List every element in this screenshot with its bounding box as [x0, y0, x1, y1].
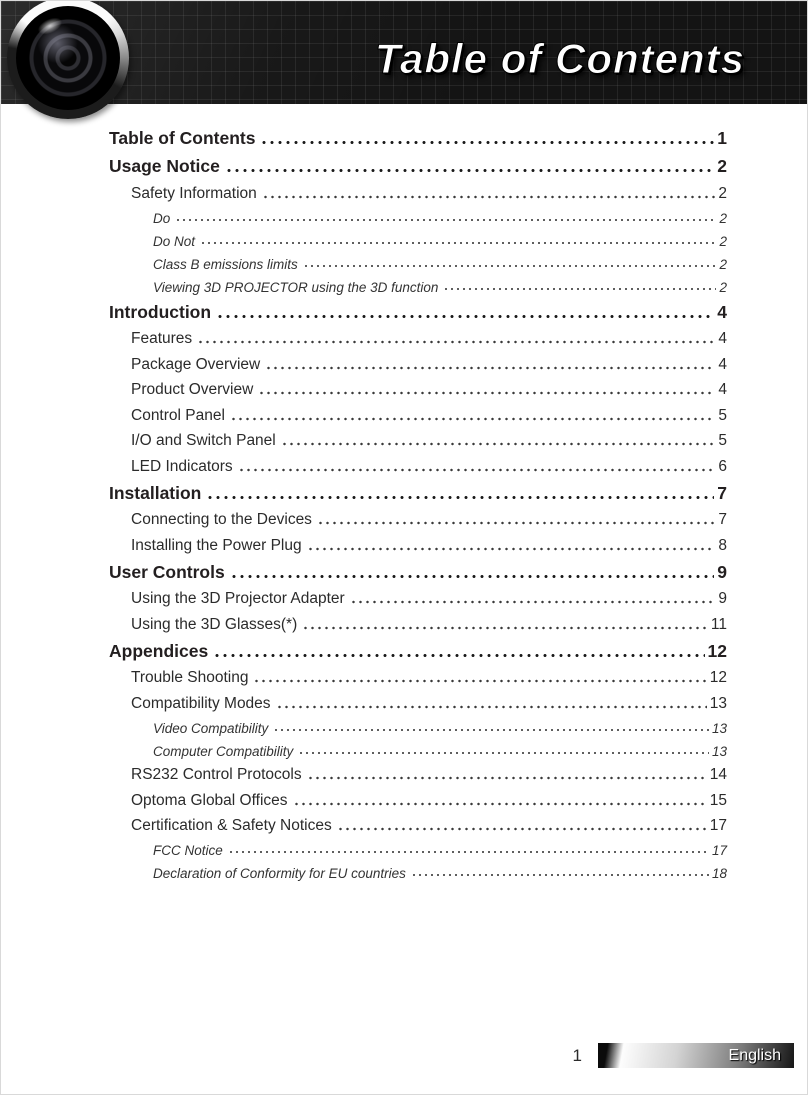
toc-entry	[109, 555, 727, 583]
toc-entry	[131, 608, 727, 634]
toc-leader-dots	[228, 850, 709, 854]
toc-entry-label: Video Compatibility	[153, 720, 269, 736]
toc-entry-page: 2	[719, 256, 727, 272]
toc-leader-dots	[213, 653, 704, 658]
toc-entry	[153, 272, 727, 295]
toc-entry-page: 2	[719, 210, 727, 226]
toc-entry-page: 13	[711, 720, 727, 736]
toc-leader-dots	[302, 626, 708, 630]
toc-leader-dots	[216, 314, 714, 319]
toc-leader-dots	[273, 728, 709, 732]
toc-entry	[153, 835, 727, 858]
toc-leader-dots	[298, 751, 709, 755]
toc-entry-page: 7	[718, 511, 727, 528]
toc-entry-label: Using the 3D Projector Adapter	[131, 590, 345, 607]
toc-leader-dots	[265, 366, 715, 370]
toc-entry-label: RS232 Control Protocols	[131, 766, 302, 783]
toc-entry	[131, 374, 727, 400]
toc-leader-dots	[197, 340, 715, 344]
toc-entry-label: Do	[153, 210, 171, 226]
toc-entry-page: 13	[711, 743, 727, 759]
toc-leader-dots	[443, 287, 716, 291]
toc-entry	[131, 177, 727, 203]
toc-entry-page: 6	[718, 457, 727, 475]
toc-entry-label: I/O and Switch Panel	[131, 432, 276, 449]
toc-entry-label: Compatibility Modes	[131, 694, 271, 712]
toc-entry-label: FCC Notice	[153, 843, 223, 858]
toc-entry-page: 15	[709, 791, 727, 809]
toc-entry-label: Viewing 3D PROJECTOR using the 3D function	[153, 279, 439, 295]
toc-entry	[131, 529, 727, 555]
toc-entry-page: 2	[717, 156, 727, 176]
toc-leader-dots	[260, 140, 714, 145]
toc-entry-page: 8	[718, 536, 727, 554]
toc-entry	[153, 858, 727, 881]
toc-entry	[131, 810, 727, 836]
language-badge	[598, 1043, 794, 1068]
toc-leader-dots	[350, 600, 716, 604]
toc-entry	[153, 203, 727, 226]
toc-entry-page: 4	[718, 355, 727, 373]
toc-entry	[153, 736, 727, 759]
toc-entry-label: Usage Notice	[109, 156, 220, 176]
toc-entry	[131, 323, 727, 349]
toc-entry-page: 5	[718, 432, 727, 449]
toc-entry-label: Product Overview	[131, 381, 254, 398]
toc-entry-page: 9	[718, 590, 727, 607]
toc-entry-page: 4	[718, 330, 727, 347]
toc-entry-page: 13	[709, 694, 727, 712]
toc-entry-page: 2	[718, 184, 727, 202]
toc-entry-label: Safety Information	[131, 184, 257, 202]
toc-leader-dots	[175, 218, 716, 222]
toc-entry-page: 1	[717, 128, 727, 148]
toc-entry-label: Do Not	[153, 233, 196, 249]
toc-entry-page: 12	[709, 669, 727, 686]
toc-entry-label: Package Overview	[131, 355, 261, 373]
toc-leader-dots	[293, 802, 707, 806]
toc-entry-label: Appendices	[109, 640, 209, 661]
toc-entry	[109, 121, 727, 149]
toc-entry-label: Declaration of Conformity for EU countries	[153, 866, 406, 881]
toc-entry	[131, 759, 727, 785]
toc-entry	[153, 713, 727, 736]
toc-entry-page: 14	[709, 766, 727, 783]
toc-leader-dots	[411, 873, 709, 877]
toc-list	[1, 104, 807, 881]
toc-entry	[131, 784, 727, 810]
toc-leader-dots	[253, 679, 706, 683]
toc-entry	[109, 476, 727, 504]
toc-entry	[131, 583, 727, 609]
toc-entry-page: 17	[711, 843, 727, 858]
toc-entry-page: 9	[717, 561, 727, 582]
toc-entry	[131, 662, 727, 688]
toc-leader-dots	[337, 827, 707, 831]
toc-entry-page: 18	[711, 866, 727, 881]
toc-entry-page: 11	[710, 615, 727, 633]
toc-entry	[131, 348, 727, 374]
toc-leader-dots	[262, 195, 716, 199]
toc-entry	[131, 504, 727, 530]
toc-entry-page: 4	[718, 381, 727, 398]
toc-entry	[131, 687, 727, 713]
toc-entry-label: Computer Compatibility	[153, 743, 294, 759]
toc-entry	[109, 295, 727, 323]
toc-entry-label: User Controls	[109, 561, 225, 582]
toc-entry	[109, 149, 727, 177]
toc-entry-label: Introduction	[109, 301, 212, 322]
toc-leader-dots	[230, 574, 715, 579]
toc-entry-label: Connecting to the Devices	[131, 511, 312, 528]
toc-entry-label: Installation	[109, 482, 202, 503]
toc-entry-label: Trouble Shooting	[131, 669, 249, 686]
toc-leader-dots	[206, 495, 714, 500]
toc-leader-dots	[317, 521, 715, 525]
toc-entry-label: Features	[131, 330, 193, 347]
toc-entry	[153, 226, 727, 249]
toc-entry-label: Optoma Global Offices	[131, 791, 288, 809]
toc-leader-dots	[303, 264, 717, 268]
toc-entry-label: Control Panel	[131, 406, 225, 424]
toc-leader-dots	[258, 391, 715, 395]
toc-entry-page: 4	[717, 301, 727, 322]
toc-entry-label: Using the 3D Glasses(*)	[131, 615, 298, 633]
toc-leader-dots	[281, 442, 716, 446]
toc-entry-page: 7	[717, 482, 727, 503]
toc-leader-dots	[307, 776, 707, 780]
camera-lens-glass	[16, 6, 120, 110]
language-badge-label: English	[728, 1046, 781, 1064]
toc-entry	[131, 399, 727, 425]
page-title: Table of Contents	[374, 35, 745, 82]
toc-leader-dots	[200, 241, 716, 245]
toc-entry-page: 2	[719, 279, 727, 295]
toc-leader-dots	[230, 417, 715, 421]
page-number: 1	[572, 1045, 582, 1065]
toc-entry-label: Class B emissions limits	[153, 256, 298, 272]
toc-leader-dots	[238, 468, 716, 472]
toc-entry	[131, 450, 727, 476]
toc-entry-label: Installing the Power Plug	[131, 536, 302, 554]
page-footer	[573, 1043, 794, 1068]
camera-lens-image	[7, 0, 129, 119]
toc-entry-label: Table of Contents	[109, 128, 256, 148]
toc-entry	[153, 249, 727, 272]
toc-entry-label: LED Indicators	[131, 457, 233, 475]
toc-entry-page: 17	[709, 817, 727, 834]
toc-leader-dots	[307, 547, 716, 551]
toc-leader-dots	[225, 168, 714, 173]
toc-entry-page: 12	[707, 640, 727, 661]
toc-entry	[109, 634, 727, 662]
toc-entry-label: Certification & Safety Notices	[131, 817, 332, 834]
toc-entry	[131, 425, 727, 451]
toc-leader-dots	[276, 705, 707, 709]
toc-entry-page: 5	[718, 406, 727, 424]
toc-entry-page: 2	[719, 233, 727, 249]
